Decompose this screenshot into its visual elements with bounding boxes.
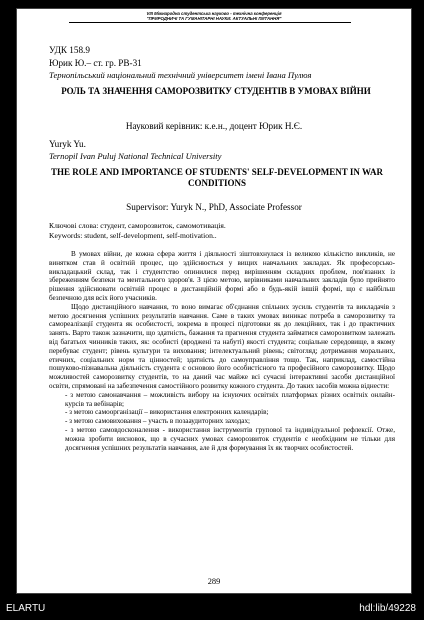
list-item: - з метою самоорганізації – використання електронних календарів; [65, 408, 269, 417]
list-item: - з метою самонавчання – можливість вибору на існуючих освітніх платформах різних освітніх онлайн-курсів та вебінарів; [65, 390, 395, 408]
supervisor-ua: Науковий керівник: к.е.н., доцент Юрик Н.Є. [125, 121, 303, 131]
author-ua: Юрик Ю.– ст. гр. РВ-31 [49, 58, 142, 68]
paragraph-2: Щодо дистанційного навчання, то воно вимагає об'єднання спільних зусиль студентів та викладачів з метою досягнення успішних результатів навчання. Саме в таких умовах виникає потреба в саморозвитку та самореалізації студента як особистості, зокрема в процесі підготовки як до лекційних, так і до практичних занять. Варто також зазначити, що здатність, бажання та прагнення студента займатися саморозвитком залежать від багатьох чинників таких, як: особисті (вроджені та набуті) якості студента; соціальне середовище, в якому перебуває студент; рівень культури та виховання; інтелектуальний рівень; світогляд; дотримання моральних, етичних, соціальних норм та цінностей; здатність до самоуправління тощо. Так, наприклад, самостійна пошуково-пізнавальна діяльність студента є основою його особистісного та професійного саморозвитку. Щодо можливостей саморозвитку студентів, то на даний час майже всі сучасні інтерактивні засоби дистанційної освіти, спрямовані на забезпечення самостійного розвитку кожного студента. До таких засобів можна віднести: [49, 302, 395, 390]
header-rule [69, 22, 351, 23]
list-item: - з метою самовдосконалення - використання інструментів групової та індивідуальної рефлексії. Отже, можна зробити висновок, що в сучасних умовах саморозвиток студентів є необхідним не тільки для досягнення успішних результатів навчання, але й для формування їх як творчих особистостей. [65, 425, 395, 452]
university-ua: Тернопільський національний технічний університет імені Івана Пулюя [49, 70, 312, 80]
university-en: Ternopil Ivan Puluj National Technical University [49, 151, 222, 161]
page-number: 289 [207, 577, 221, 586]
title-en: THE ROLE AND IMPORTANCE OF STUDENTS' SELF-DEVELOPMENT IN WAR CONDITIONS [51, 167, 383, 188]
supervisor-en: Supervisor: Yuryk N., PhD, Associate Professor [126, 202, 302, 212]
conference-header [17, 11, 411, 21]
document-page [16, 8, 412, 594]
author-en: Yuryk Yu. [49, 139, 86, 149]
conference-line-2: "ПРИРОДНИЧІ ТА ГУМАНІТАРНІ НАУКИ. АКТУАЛЬНІ ПИТАННЯ" [146, 16, 282, 21]
title-ua: РОЛЬ ТА ЗНАЧЕННЯ САМОРОЗВИТКУ СТУДЕНТІВ В УМОВАХ ВІЙНИ [61, 86, 371, 96]
footer-repository-name: ELARTU [6, 603, 46, 614]
body-text [49, 250, 395, 452]
keywords-ua: Ключові слова: студент, саморозвиток, самомотивація. [49, 221, 226, 230]
conference-line-1: VIII Міжнародна студентська науково - технічна конференція [146, 11, 282, 16]
udk-code: УДК 158.9 [49, 45, 90, 55]
footer-handle: hdl:lib/49228 [359, 603, 416, 614]
paragraph-1: В умовах війни, де кожна сфера життя і діяльності зіштовхнулася із великою кількістю викликів, не винятком став й освітній процес, що здійснюється у вищих навчальних закладах. Як професорсько-викладацький склад, так і студентство опинилися перед вирішенням складних проблем, пов'язаних із збереженням безпеки та ментального здоров'я. З цією метою, керівниками навчальних закладів було прийнято рішення здійснювати освітній процес в дистанційній формі або в будь-якій іншій формі, що є найбільш безпечною для всіх його учасників. [49, 250, 395, 302]
list-item: - з метою самовиховання – участь в позааудиторних заходах; [65, 417, 251, 426]
keywords-en: Keywords: student, self-development, self-motivation.. [49, 231, 217, 240]
